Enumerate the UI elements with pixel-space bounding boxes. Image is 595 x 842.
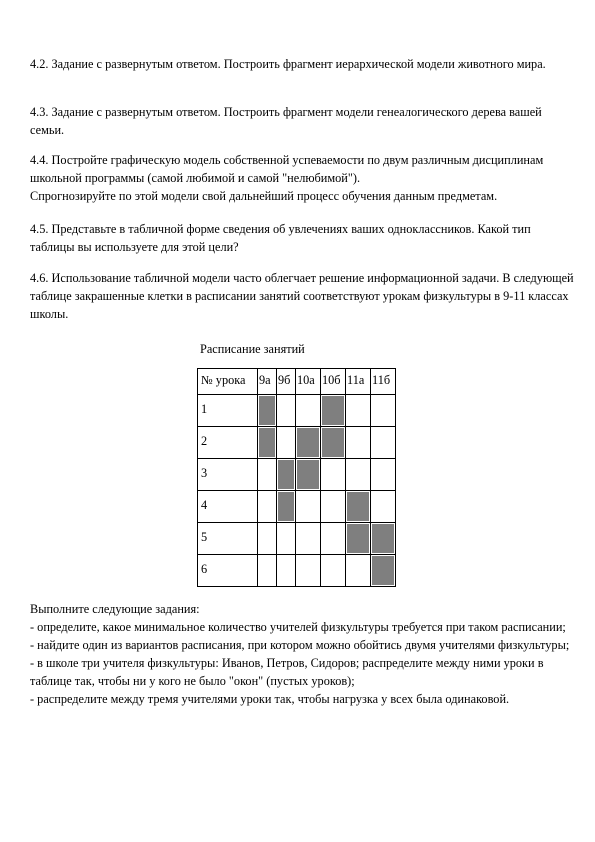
lesson-number-cell: 4 bbox=[198, 491, 258, 523]
pe-lesson-shade bbox=[259, 396, 275, 425]
table-row bbox=[198, 555, 396, 587]
lesson-number-cell: 3 bbox=[198, 459, 258, 491]
header-cell-9a: 9а bbox=[258, 369, 277, 395]
schedule-cell-10b bbox=[321, 491, 346, 523]
schedule-cell-10a bbox=[296, 459, 321, 491]
header-cell-11b: 11б bbox=[371, 369, 396, 395]
schedule-cell-10a bbox=[296, 523, 321, 555]
schedule-cell-11b bbox=[371, 491, 396, 523]
schedule-cell-11a bbox=[346, 395, 371, 427]
header-cell-11a: 11а bbox=[346, 369, 371, 395]
schedule-cell-10b bbox=[321, 427, 346, 459]
schedule-cell-10a bbox=[296, 395, 321, 427]
schedule-cell-11b bbox=[371, 555, 396, 587]
schedule-cell-10b bbox=[321, 395, 346, 427]
table-row bbox=[198, 459, 396, 491]
pe-lesson-shade bbox=[278, 460, 294, 489]
table-body bbox=[198, 395, 396, 587]
task-4-3 bbox=[30, 103, 578, 139]
table-caption: Расписание занятий bbox=[200, 342, 305, 356]
schedule-cell-9a bbox=[258, 459, 277, 491]
task-4-4-text: 4.4. Постройте графическую модель собственной успеваемости по двум различным дисциплинам школьной программы (самой любимой и самой "нелюбимой"). bbox=[30, 153, 544, 185]
lesson-number-cell: 1 bbox=[198, 395, 258, 427]
exercise-item: - распределите между тремя учителями уроки так, чтобы нагрузка у всех была одинаковой. bbox=[30, 692, 510, 706]
schedule-cell-9a bbox=[258, 491, 277, 523]
schedule-cell-10a bbox=[296, 555, 321, 587]
pe-lesson-shade bbox=[278, 492, 294, 521]
exercise-item: - найдите один из вариантов расписания, при котором можно обойтись двумя учителями физкультуры; bbox=[30, 638, 570, 652]
schedule-cell-11a bbox=[346, 427, 371, 459]
schedule-cell-11b bbox=[371, 395, 396, 427]
task-4-5 bbox=[30, 220, 578, 256]
pe-lesson-shade bbox=[322, 428, 344, 457]
header-cell-lesson: № урока bbox=[198, 369, 258, 395]
header-cell-9b: 9б bbox=[277, 369, 296, 395]
header-cell-10a: 10а bbox=[296, 369, 321, 395]
lesson-number-cell: 6 bbox=[198, 555, 258, 587]
schedule-cell-9b bbox=[277, 491, 296, 523]
task-4-4 bbox=[30, 151, 578, 205]
task-4-4-text-2: Спрогнозируйте по этой модели свой дальнейший процесс обучения данным предметам. bbox=[30, 189, 498, 203]
schedule-cell-11b bbox=[371, 523, 396, 555]
schedule-cell-11b bbox=[371, 427, 396, 459]
task-4-2 bbox=[30, 55, 578, 73]
schedule-cell-9b bbox=[277, 555, 296, 587]
schedule-cell-10b bbox=[321, 555, 346, 587]
exercise-intro: Выполните следующие задания: bbox=[30, 602, 200, 616]
schedule-cell-11a bbox=[346, 555, 371, 587]
table-row bbox=[198, 395, 396, 427]
schedule-cell-9a bbox=[258, 555, 277, 587]
schedule-table bbox=[197, 368, 396, 587]
lesson-number-cell: 5 bbox=[198, 523, 258, 555]
exercise-list bbox=[30, 600, 578, 708]
lesson-number-cell: 2 bbox=[198, 427, 258, 459]
pe-lesson-shade bbox=[322, 396, 344, 425]
schedule-cell-10a bbox=[296, 491, 321, 523]
schedule-cell-9b bbox=[277, 523, 296, 555]
schedule-cell-11b bbox=[371, 459, 396, 491]
table-row bbox=[198, 427, 396, 459]
table-row bbox=[198, 491, 396, 523]
schedule-cell-9a bbox=[258, 523, 277, 555]
pe-lesson-shade bbox=[297, 460, 319, 489]
exercise-item: - в школе три учителя физкультуры: Иванов, Петров, Сидоров; распределите между ними уроки в таблице так, чтобы ни у кого не было "окон" (пустых уроков); bbox=[30, 656, 544, 688]
schedule-cell-9b bbox=[277, 395, 296, 427]
exercise-item: - определите, какое минимальное количество учителей физкультуры требуется при таком расписании; bbox=[30, 620, 566, 634]
schedule-cell-11a bbox=[346, 459, 371, 491]
schedule-cell-10a bbox=[296, 427, 321, 459]
schedule-cell-11a bbox=[346, 491, 371, 523]
pe-lesson-shade bbox=[372, 556, 394, 585]
task-4-6-text: 4.6. Использование табличной модели часто облегчает решение информационной задачи. В следующей таблице закрашенные клетки в расписании занятий соответствуют урокам физкультуры в 9-11 классах школы. bbox=[30, 271, 574, 321]
schedule-cell-9b bbox=[277, 427, 296, 459]
pe-lesson-shade bbox=[347, 524, 369, 553]
pe-lesson-shade bbox=[259, 428, 275, 457]
schedule-cell-9a bbox=[258, 427, 277, 459]
task-4-2-text: 4.2. Задание с развернутым ответом. Построить фрагмент иерархической модели животного мира. bbox=[30, 57, 546, 71]
task-4-5-text: 4.5. Представьте в табличной форме сведения об увлечениях ваших одноклассников. Какой тип таблицы вы используете для этой цели? bbox=[30, 222, 531, 254]
task-4-3-text: 4.3. Задание с развернутым ответом. Построить фрагмент модели генеалогического дерева вашей семьи. bbox=[30, 105, 542, 137]
schedule-cell-10b bbox=[321, 459, 346, 491]
schedule-cell-9b bbox=[277, 459, 296, 491]
table-row bbox=[198, 523, 396, 555]
schedule-cell-9a bbox=[258, 395, 277, 427]
schedule-cell-11a bbox=[346, 523, 371, 555]
pe-lesson-shade bbox=[347, 492, 369, 521]
schedule-cell-10b bbox=[321, 523, 346, 555]
pe-lesson-shade bbox=[297, 428, 319, 457]
task-4-6 bbox=[30, 269, 578, 323]
pe-lesson-shade bbox=[372, 524, 394, 553]
table-header-row bbox=[198, 369, 396, 395]
header-cell-10b: 10б bbox=[321, 369, 346, 395]
